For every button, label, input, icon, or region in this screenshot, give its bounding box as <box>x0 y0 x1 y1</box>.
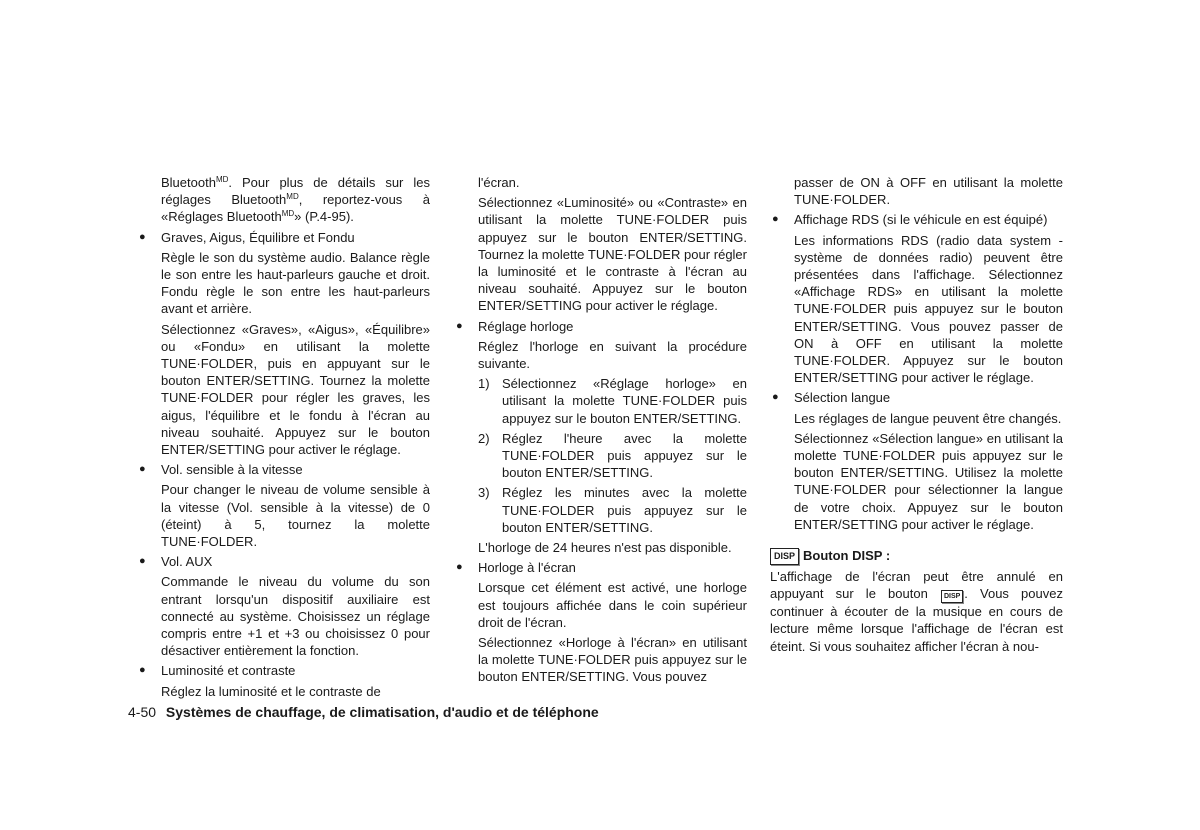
superscript: MD <box>281 209 295 219</box>
bullet-title: Affichage RDS (si le véhicule en est équipé) <box>794 212 1048 228</box>
paragraph: Les informations RDS (radio data system - système de données radio) peuvent être présentées dans l'affichage. Sélectionnez «Affichage RDS» en utilisant la molette TUNE·FOLDER puis appuyez sur le bouton ENTER/SETTING. Vous pouvez passer de ON à OFF en utilisant la molette TUNE·FOLDER. Appuyez sur le bouton ENTER/SETTING pour activer le réglage. <box>794 232 1063 386</box>
bullet-title: Vol. sensible à la vitesse <box>161 462 303 478</box>
paragraph: l'écran. <box>478 175 520 190</box>
page-number: 4-50 <box>128 704 157 720</box>
paragraph: Réglez l'horloge en suivant la procédure suivante. <box>478 338 747 372</box>
bullet-title: Réglage horloge <box>478 318 574 334</box>
paragraph: Réglez la luminosité et le contraste de <box>161 683 381 699</box>
text: . Pour plus de détails sur les réglages Bluetooth <box>161 175 430 208</box>
bullet-icon: ● <box>139 463 146 476</box>
bullet-item <box>137 229 430 246</box>
text: . Vous pouvez continuer à écouter de la musique en cours de lecture même lorsque l'affichage de l'écran est éteint. Si vous souhaitez afficher l'écran à nou- <box>770 586 1063 654</box>
paragraph: Pour changer le niveau de volume sensible à la vitesse (Vol. sensible à la vitesse) de 0 (éteint) à 5, tournez la molette TUNE·FOLDER. <box>161 482 430 550</box>
section-heading <box>770 547 1063 565</box>
paragraph: Sélectionnez «Graves», «Aigus», «Équilibre» ou «Fondu» en utilisant la molette TUNE·FOLDER, puis en appuyant sur le bouton ENTER/SETTING. Tournez la molette TUNE·FOLDER pour régler les graves, les aigus, l'équilibre et le fondu à l'écran au niveau souhaité. Appuyez sur le bouton ENTER/SETTING pour activer le réglage. <box>161 321 430 458</box>
bullet-item <box>137 553 430 570</box>
superscript: MD <box>286 192 299 202</box>
column-1 <box>137 174 430 700</box>
bullet-icon: ● <box>456 319 463 332</box>
bullet-title: Sélection langue <box>794 390 891 406</box>
paragraph: passer de ON à OFF en utilisant la molette TUNE·FOLDER. <box>794 175 1063 208</box>
numbered-step <box>454 484 747 536</box>
paragraph: Règle le son du système audio. Balance règle le son entre les haut-parleurs gauche et droit. Fondu règle le son entre les haut-parleurs avant et arrière. <box>161 249 430 317</box>
bullet-item <box>454 559 747 576</box>
disp-button-icon: DISP <box>770 548 799 565</box>
bullet-icon: ● <box>139 230 146 243</box>
numbered-step <box>454 375 747 427</box>
numbered-step <box>454 430 747 482</box>
bullet-item <box>137 461 430 478</box>
column-3 <box>770 174 1063 655</box>
step-number: 2) <box>478 430 490 446</box>
step-number: 3) <box>478 485 490 501</box>
paragraph: Lorsque cet élément est activé, une horloge est toujours affichée dans le coin supérieur droit de l'écran. <box>478 580 747 630</box>
text: L'affichage de l'écran peut être annulé en appuyant sur le bouton <box>770 569 1063 602</box>
page-footer <box>128 704 599 720</box>
heading-text: Bouton DISP : <box>803 548 891 564</box>
text: Bluetooth <box>161 175 216 190</box>
bullet-icon: ● <box>772 213 779 226</box>
bullet-icon: ● <box>139 555 146 568</box>
paragraph: Commande le niveau du volume du son entrant lorsqu'un dispositif auxiliaire est connecté au système. Choisissez un réglage compris entre +1 et +3 ou choisissez 0 pour désactiver entièrement la fonction. <box>161 574 430 659</box>
step-text: Sélectionnez «Réglage horloge» en utilisant la molette TUNE·FOLDER puis appuyez sur le bouton ENTER/SETTING. <box>502 376 747 426</box>
bullet-item <box>770 389 1063 406</box>
bullet-item <box>454 318 747 335</box>
bullet-icon: ● <box>139 664 146 677</box>
paragraph <box>770 568 1063 655</box>
bullet-title: Horloge à l'écran <box>478 560 576 576</box>
bullet-icon: ● <box>456 561 463 574</box>
bullet-icon: ● <box>772 391 779 404</box>
bullet-title: Luminosité et contraste <box>161 663 296 679</box>
column-2 <box>454 174 747 686</box>
paragraph: Sélectionnez «Sélection langue» en utilisant la molette TUNE·FOLDER puis appuyez sur le bouton ENTER/SETTING. Utilisez la molette TUNE·FOLDER pour sélectionner la langue de votre choix. Appuyez sur le bouton ENTER/SETTING pour activer le réglage. <box>794 430 1063 532</box>
bullet-title: Graves, Aigus, Équilibre et Fondu <box>161 229 355 245</box>
step-text: Réglez les minutes avec la molette TUNE·FOLDER puis appuyez sur le bouton ENTER/SETTING. <box>502 485 747 535</box>
bullet-item <box>137 662 430 679</box>
text: » (P.4-95). <box>294 209 354 225</box>
paragraph: Sélectionnez «Luminosité» ou «Contraste» en utilisant la molette TUNE·FOLDER puis appuyez sur le bouton ENTER/SETTING. Tournez la molette TUNE·FOLDER pour régler la luminosité et le contraste à l'écran au niveau souhaité. Appuyez sur le bouton ENTER/SETTING pour activer le réglage. <box>478 195 747 314</box>
paragraph: Sélectionnez «Horloge à l'écran» en utilisant la molette TUNE·FOLDER puis appuyez sur le bouton ENTER/SETTING. Vous pouvez <box>478 635 747 685</box>
step-text: Réglez l'heure avec la molette TUNE·FOLDER puis appuyez sur le bouton ENTER/SETTING. <box>502 430 747 481</box>
step-number: 1) <box>478 376 490 392</box>
disp-button-icon: DISP <box>941 590 963 603</box>
text: , reportez-vous à «Réglages Bluetooth <box>161 192 430 225</box>
paragraph: L'horloge de 24 heures n'est pas disponible. <box>478 540 732 556</box>
superscript: MD <box>215 175 229 184</box>
paragraph: Les réglages de langue peuvent être changés. <box>794 410 1062 426</box>
footer-title: Systèmes de chauffage, de climatisation, d'audio et de téléphone <box>165 704 599 720</box>
bullet-item <box>770 211 1063 228</box>
intro-paragraph <box>137 174 430 226</box>
bullet-title: Vol. AUX <box>161 554 213 570</box>
